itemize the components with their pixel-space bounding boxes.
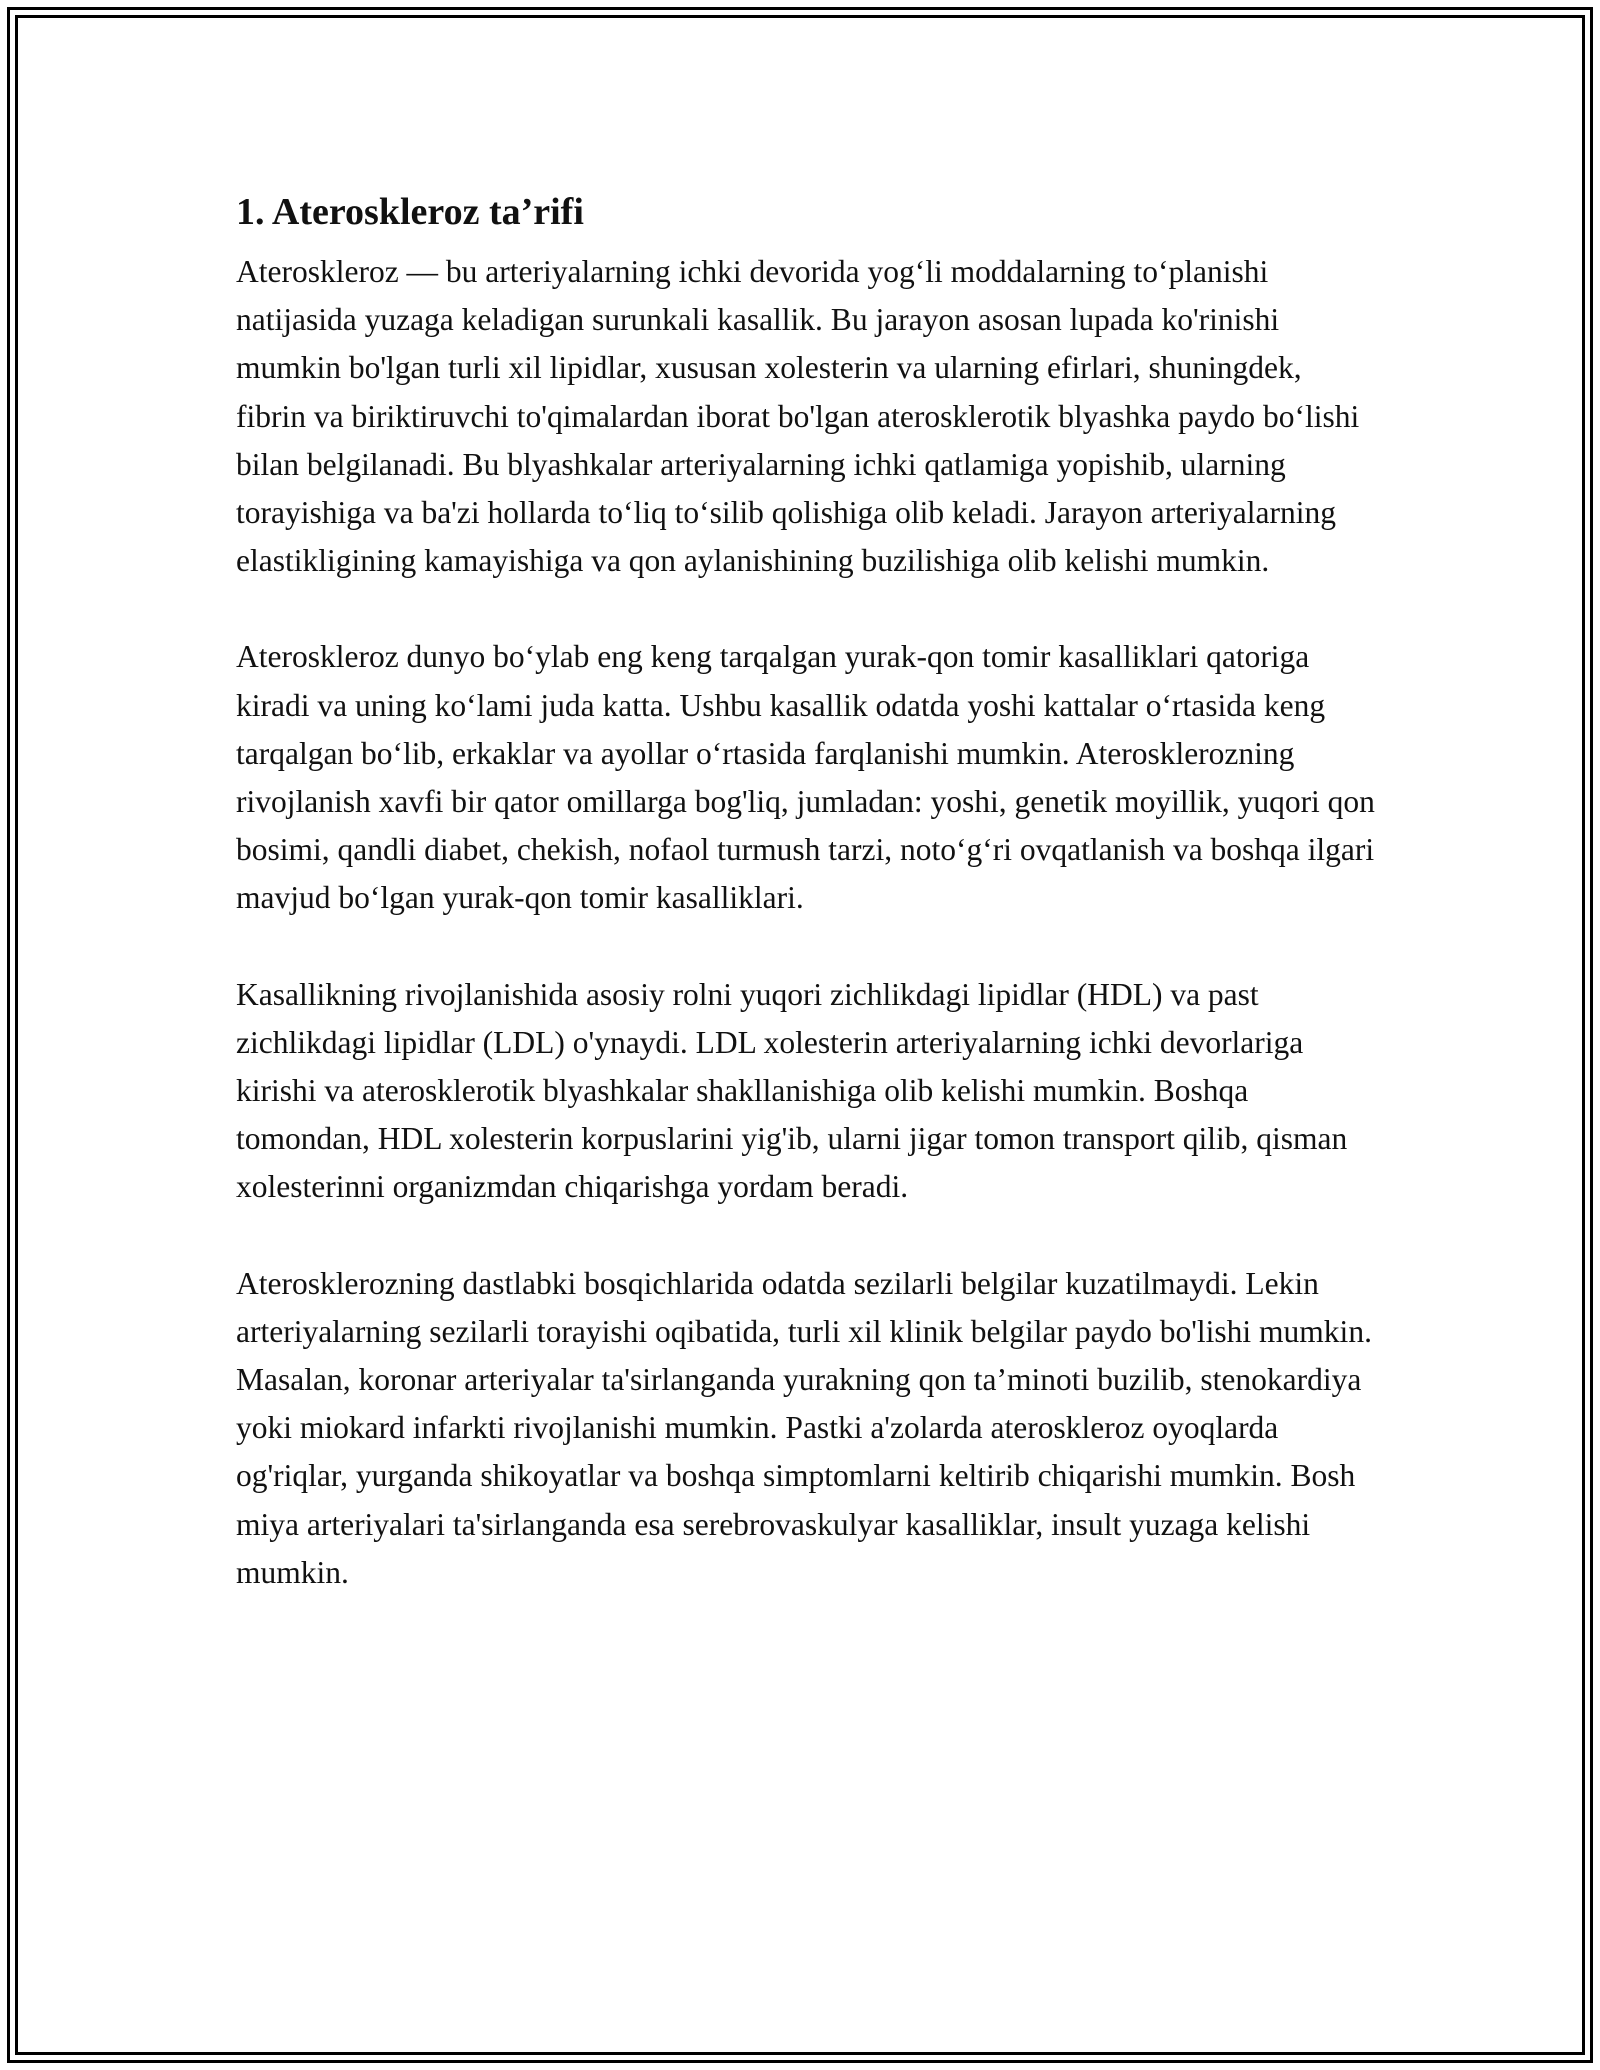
section-heading: 1. Ateroskleroz ta’rifi — [236, 191, 584, 233]
paragraph-lipids: Kasallikning rivojlanishida asosiy rolni yuqori zichlikdagi lipidlar (HDL) va past zichlikdagi lipidlar (LDL) o'ynaydi. LDL xolesterin arteriyalarning ichki devorlariga kirishi va aterosklerotik blyashkalar shakllanishiga olib kelishi mumkin. Boshqa tomondan, HDL xolesterin korpuslarini yig'ib, ularni jigar tomon transport qilib, qisman xolesterinni organizmdan chiqarishga yordam beradi. — [236, 976, 1348, 1205]
document-body — [236, 186, 1376, 1645]
paragraph-definition: Ateroskleroz — bu arteriyalarning ichki devorida yog‘li moddalarning to‘planishi natijasida yuzaga keladigan surunkali kasallik. Bu jarayon asosan lupada ko'rinishi mumkin bo'lgan turli xil lipidlar, xususan xolesterin va ularning efirlari, shuningdek, fibrin va biriktiruvchi to'qimalardan iborat bo'lgan aterosklerotik blyashka paydo bo‘lishi bilan belgilanadi. Bu blyashkalar arteriyalarning ichki qatlamiga yopishib, ularning torayishiga va ba'zi hollarda to‘liq to‘silib qolishiga olib keladi. Jarayon arteriyalarning elastikligining kamayishiga va qon aylanishining buzilishiga olib kelishi mumkin. — [236, 254, 1360, 579]
paragraph-symptoms: Aterosklerozning dastlabki bosqichlarida odatda sezilarli belgilar kuzatilmaydi. Lekin arteriyalarning sezilarli torayishi oqibatida, turli xil klinik belgilar paydo bo'lishi mumkin. Masalan, koronar arteriyalar ta'sirlanganda yurakning qon ta’minoti buzilib, stenokardiya yoki miokard infarkti rivojlanishi mumkin. Pastki a'zolarda ateroskleroz oyoqlarda og'riqlar, yurganda shikoyatlar va boshqa simptomlarni keltirib chiqarishi mumkin. Bosh miya arteriyalari ta'sirlanganda esa serebrovaskulyar kasalliklar, insult yuzaga kelishi mumkin. — [236, 1265, 1372, 1590]
paragraph-prevalence: Ateroskleroz dunyo bo‘ylab eng keng tarqalgan yurak-qon tomir kasalliklari qatoriga kiradi va uning ko‘lami juda katta. Ushbu kasallik odatda yoshi kattalar o‘rtasida keng tarqalgan bo‘lib, erkaklar va ayollar o‘rtasida farqlanishi mumkin. Aterosklerozning rivojlanish xavfi bir qator omillarga bog'liq, jumladan: yoshi, genetik moyillik, yuqori qon bosimi, qandli diabet, chekish, nofaol turmush tarzi, noto‘g‘ri ovqatlanish va boshqa ilgari mavjud bo‘lgan yurak-qon tomir kasalliklari. — [236, 639, 1375, 916]
